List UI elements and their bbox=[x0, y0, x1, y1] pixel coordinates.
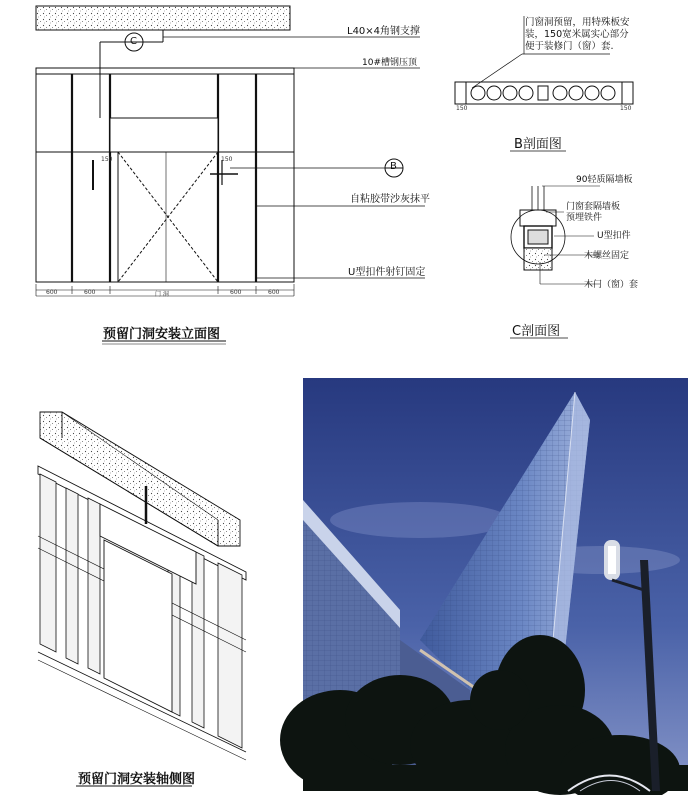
section-mark-c-label: C bbox=[130, 36, 137, 47]
callout-tape: 自粘胶带沙灰抹平 bbox=[350, 194, 430, 205]
section-c-title: C剖面图 bbox=[512, 324, 561, 339]
section-c-label-5: 木螺丝固定 bbox=[584, 251, 630, 261]
section-c-label-6: 木门（窗）套 bbox=[584, 280, 639, 290]
door-header bbox=[110, 118, 218, 152]
section-c-label-1: 90轻质隔墙板 bbox=[576, 175, 633, 185]
dim-3: 门 洞 bbox=[155, 291, 169, 298]
dim-4: 600 bbox=[230, 289, 242, 296]
section-c-label-4: U型扣件 bbox=[597, 231, 631, 241]
section-b-dim-right: 150 bbox=[620, 105, 632, 112]
section-c-label-3: 预埋铁件 bbox=[566, 213, 603, 223]
concrete-slab bbox=[36, 6, 290, 30]
building-photo bbox=[280, 378, 688, 795]
axonometric-drawing bbox=[38, 412, 246, 786]
callout-u-clip: U型扣件射钉固定 bbox=[348, 267, 426, 278]
section-mark-b-label: B bbox=[390, 161, 397, 172]
door-dim-left: 150 bbox=[101, 156, 113, 163]
dim-1: 600 bbox=[46, 289, 58, 296]
dim-5: 600 bbox=[268, 289, 280, 296]
callout-angle-steel: L40×4角钢支撑 bbox=[347, 26, 421, 37]
axonometric-title: 预留门洞安装轴侧图 bbox=[78, 772, 196, 787]
door-dim-right: 150 bbox=[221, 156, 233, 163]
section-b-title: B剖面图 bbox=[514, 137, 562, 152]
callout-channel-top: 10#槽钢压顶 bbox=[362, 58, 417, 68]
section-c-label-2: 门窗套隔墙板 bbox=[566, 202, 621, 212]
section-b-note-2: 装，150宽米属实心部分 bbox=[525, 29, 629, 40]
section-b-note-1: 门窗洞预留，用特殊板安 bbox=[525, 17, 630, 28]
elevation-title: 预留门洞安装立面图 bbox=[103, 327, 221, 342]
dim-2: 600 bbox=[84, 289, 96, 296]
section-b-note-3: 便于装修门（窗）套. bbox=[525, 41, 614, 52]
section-b-dim-left: 150 bbox=[456, 105, 468, 112]
